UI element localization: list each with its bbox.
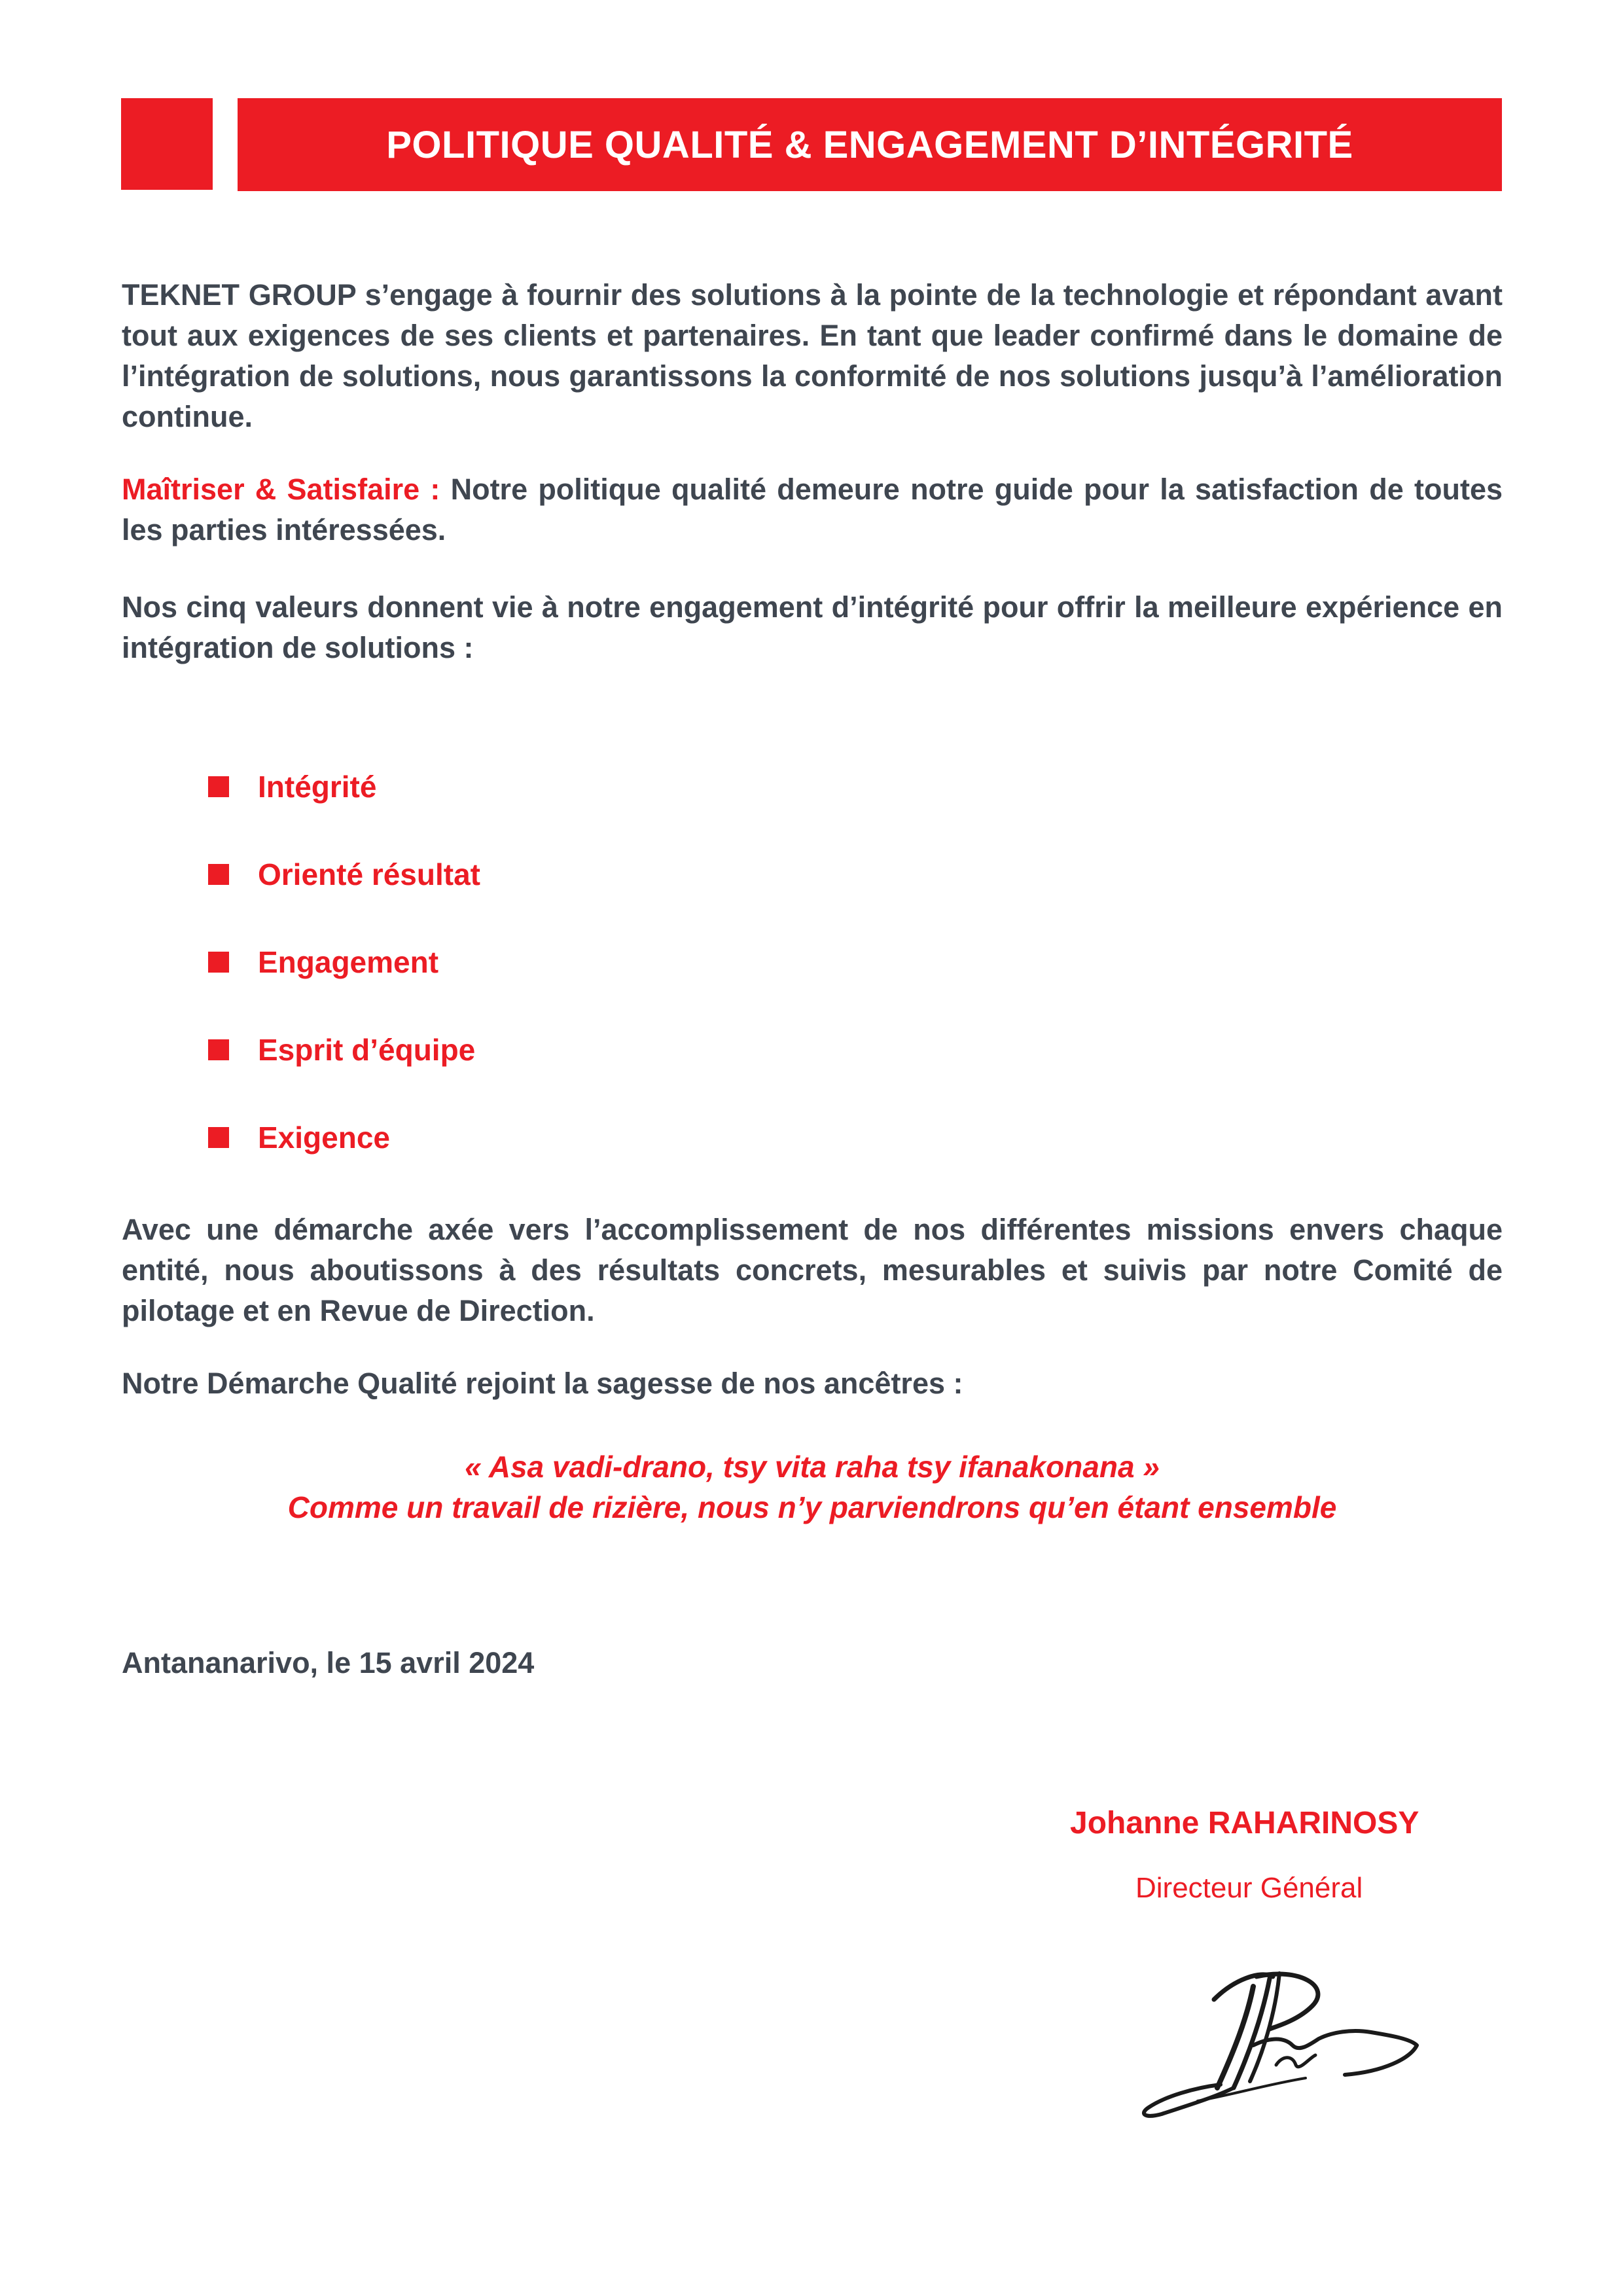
signatory-title: Directeur Général [1135, 1872, 1363, 1904]
bullet-square-icon [208, 1127, 229, 1148]
value-label: Intégrité [258, 770, 377, 804]
ancestral-quote [122, 1446, 1503, 1528]
header-red-square-icon [121, 98, 213, 190]
bullet-square-icon [208, 776, 229, 797]
list-item [208, 743, 480, 831]
values-intro-text: Nos cinq valeurs donnent vie à notre engagement d’intégrité pour offrir la meilleure expérience en intégration de solutions : [122, 590, 1503, 664]
list-item [208, 1006, 480, 1094]
page-title: POLITIQUE QUALITÉ & ENGAGEMENT D’INTÉGRITÉ [386, 123, 1353, 166]
wisdom-intro-text: Notre Démarche Qualité rejoint la sagesse de nos ancêtres : [122, 1367, 963, 1400]
signatory-name: Johanne RAHARINOSY [1070, 1806, 1419, 1840]
quote-line-french: Comme un travail de rizière, nous n’y parviendrons qu’en étant ensemble [287, 1490, 1337, 1524]
policy-paragraph [122, 469, 1503, 550]
bullet-square-icon [208, 952, 229, 973]
value-label: Esprit d’équipe [258, 1033, 476, 1067]
value-label: Engagement [258, 945, 439, 979]
bullet-square-icon [208, 1039, 229, 1060]
list-item [208, 918, 480, 1006]
intro-paragraph [122, 275, 1503, 437]
value-label: Exigence [258, 1121, 390, 1155]
bullet-square-icon [208, 864, 229, 885]
list-item [208, 831, 480, 918]
policy-text: Notre politique qualité demeure notre guide pour la satisfaction de toutes les parties intéressées. [122, 473, 1503, 547]
approach-paragraph [122, 1210, 1503, 1331]
place-date: Antananarivo, le 15 avril 2024 [122, 1646, 535, 1679]
handwritten-signature [1135, 1947, 1423, 2137]
wisdom-intro-paragraph [122, 1363, 1503, 1404]
title-banner [238, 98, 1502, 191]
intro-text: s’engage à fournir des solutions à la pointe de la technologie et répondant avant tout aux exigences de ses clients et partenaires. En tant que leader confirmé dans le domaine de l’intégration de solutions, nous garantissons la conformité de nos solutions jusqu’à l’amélioration continue. [122, 278, 1503, 433]
values-intro-paragraph [122, 587, 1503, 668]
approach-text: Avec une démarche axée vers l’accomplissement de nos différentes missions envers chaque entité, nous aboutissons à des résultats concrets, mesurables et suivis par notre Comité de pilotage et en Revue de Direction. [122, 1213, 1503, 1327]
company-name: TEKNET GROUP [122, 278, 356, 312]
policy-lead: Maîtriser & Satisfaire : [122, 473, 440, 506]
values-list [208, 743, 480, 1181]
list-item [208, 1094, 480, 1181]
value-label: Orienté résultat [258, 857, 480, 891]
quote-line-malagasy: « Asa vadi-drano, tsy vita raha tsy ifanakonana » [465, 1450, 1160, 1484]
